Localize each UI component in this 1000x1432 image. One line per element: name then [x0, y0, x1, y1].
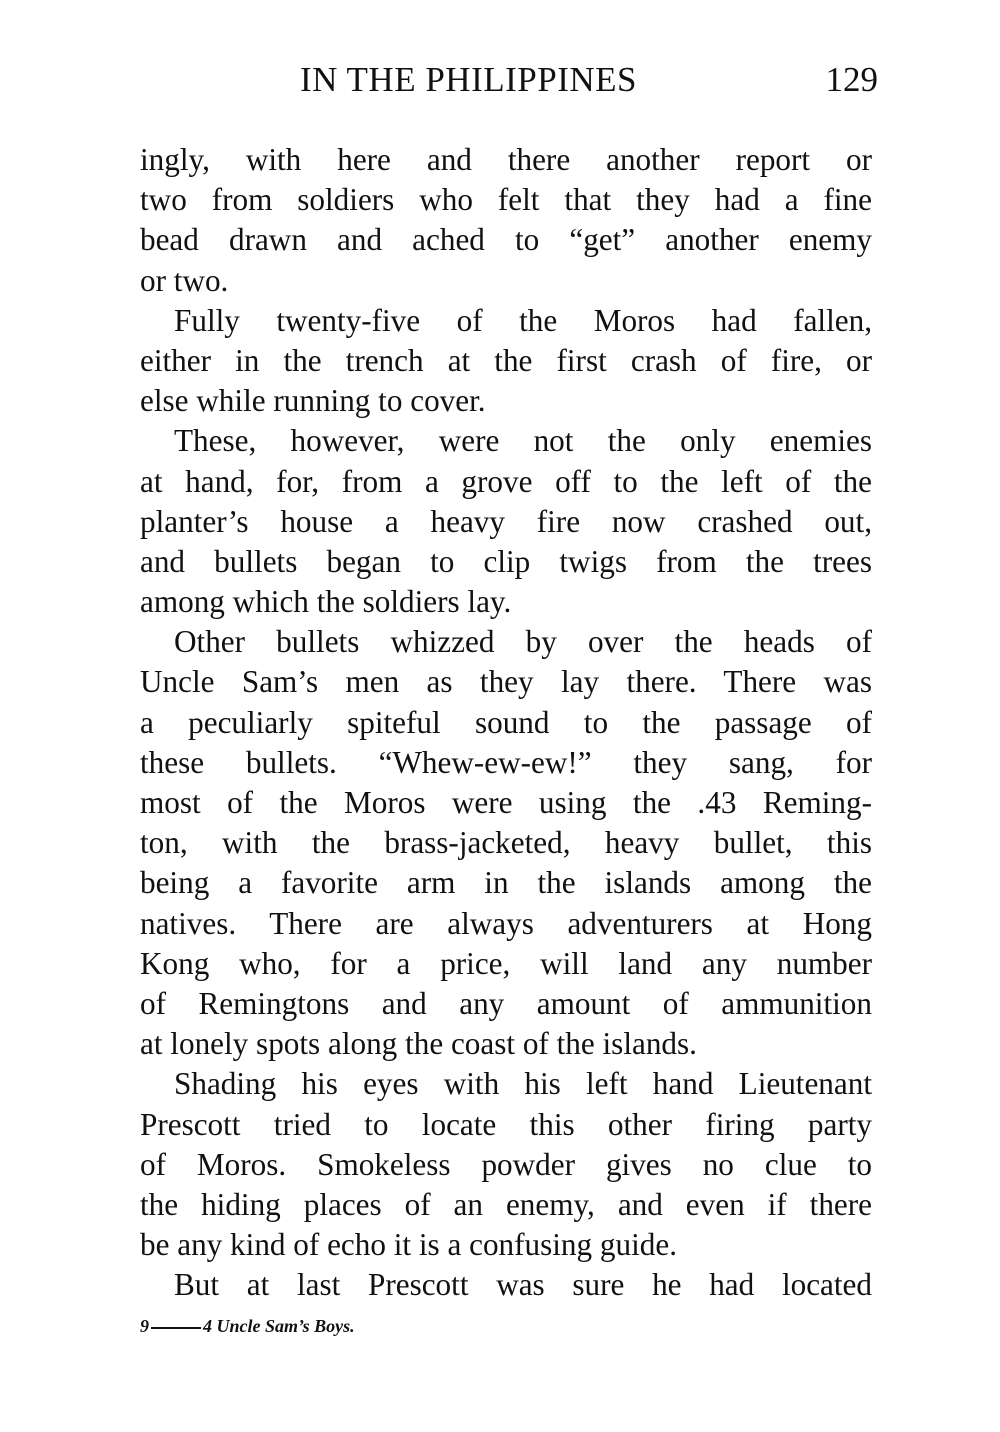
text-line: Shading his eyes with his left hand Lieutenant — [174, 1066, 872, 1102]
text-line: Kong who, for a price, will land any number — [140, 945, 872, 981]
text-line: be any kind of echo it is a confusing guide. — [140, 1227, 677, 1263]
text-line: natives. There are always adventurers at Hong — [140, 905, 872, 941]
text-line: bead drawn and ached to “get” another enemy — [140, 222, 872, 258]
paragraph-6 — [140, 1265, 872, 1305]
paragraph-2 — [140, 301, 872, 422]
text-line: Prescott tried to locate this other firing party — [140, 1106, 872, 1142]
text-line: ingly, with here and there another report or — [140, 142, 872, 177]
paragraph-3 — [140, 421, 872, 622]
text-line: two from soldiers who felt that they had a fine — [140, 182, 872, 218]
text-line: ton, with the brass-jacketed, heavy bullet, this — [140, 825, 872, 861]
text-line: Other bullets whizzed by over the heads of — [174, 624, 872, 660]
text-line: and bullets began to clip twigs from the trees — [140, 543, 872, 579]
signature-number: 4 — [203, 1316, 212, 1336]
text-line: either in the trench at the first crash of fire, or — [140, 342, 872, 378]
text-line: the hiding places of an enemy, and even if there — [140, 1186, 872, 1222]
text-line: most of the Moros were using the .43 Reming- — [140, 785, 872, 820]
paragraph-1 — [140, 140, 872, 301]
footer-book-title: Uncle Sam’s Boys. — [216, 1316, 355, 1336]
text-line: at hand, for, from a grove off to the left of the — [140, 463, 872, 499]
paragraph-5 — [140, 1064, 872, 1265]
running-title: IN THE PHILIPPINES — [300, 60, 637, 99]
text-line: of Remingtons and any amount of ammunition — [140, 985, 872, 1021]
text-line: at lonely spots along the coast of the islands. — [140, 1026, 697, 1062]
signature-mark — [140, 1314, 355, 1338]
text-line: among which the soldiers lay. — [140, 584, 512, 620]
text-line: But at last Prescott was sure he had located — [174, 1267, 872, 1303]
body-text — [140, 140, 872, 1305]
text-line: being a favorite arm in the islands among the — [140, 865, 872, 901]
text-line: planter’s house a heavy fire now crashed out, — [140, 503, 872, 539]
signature-number: 9 — [140, 1316, 149, 1336]
text-line: or two. — [140, 262, 229, 298]
page-number: 129 — [825, 60, 878, 99]
text-line: These, however, were not the only enemies — [174, 423, 872, 459]
paragraph-4 — [140, 622, 872, 1064]
text-line: these bullets. “Whew-ew-ew!” they sang, for — [140, 744, 872, 780]
text-line: Fully twenty-five of the Moros had fallen, — [174, 302, 872, 338]
running-head — [300, 58, 878, 102]
text-line: Uncle Sam’s men as they lay there. There was — [140, 664, 872, 700]
signature-rule — [151, 1327, 201, 1329]
text-line: a peculiarly spiteful sound to the passage of — [140, 704, 872, 740]
text-line: else while running to cover. — [140, 383, 486, 419]
text-line: of Moros. Smokeless powder gives no clue to — [140, 1146, 872, 1182]
